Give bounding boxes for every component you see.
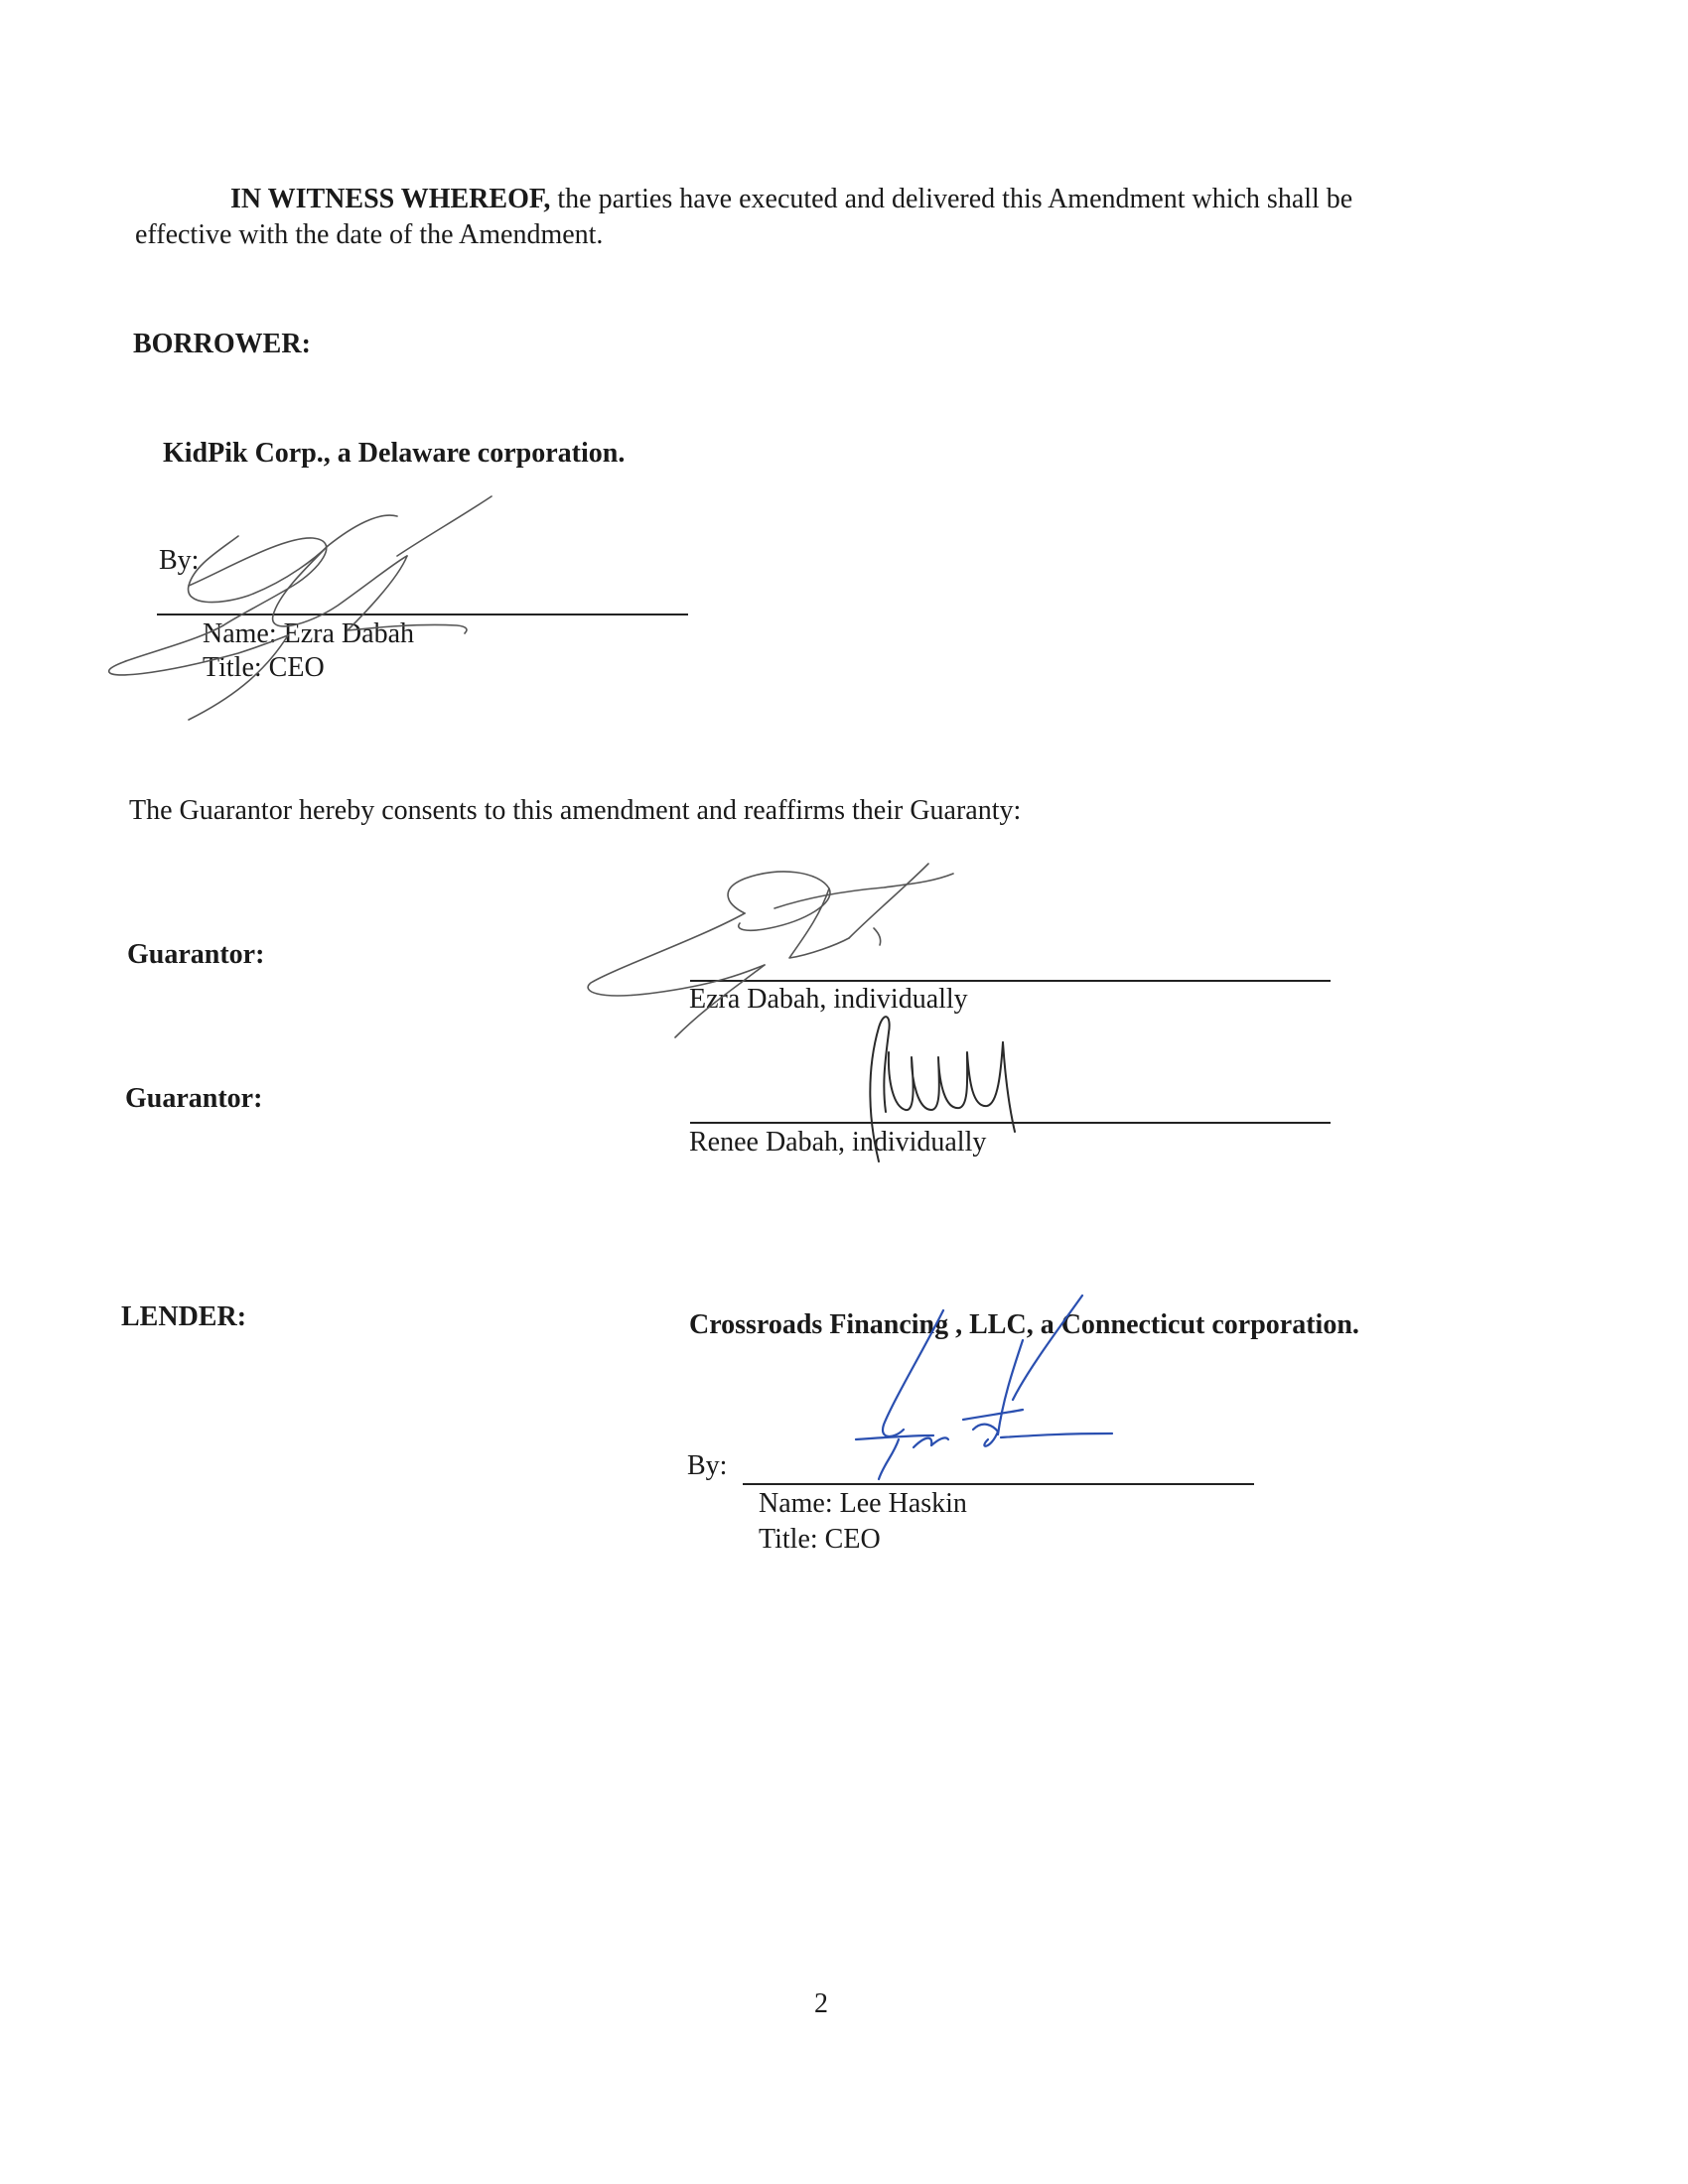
lender-entity: Crossroads Financing , LLC, a Connecticut corporation.	[689, 1309, 1359, 1340]
guarantor-2-signer: Renee Dabah, individually	[689, 1127, 987, 1158]
guarantor-2-label: Guarantor:	[125, 1083, 263, 1114]
witness-line-2: effective with the date of the Amendment.	[135, 219, 604, 250]
witness-line-1	[230, 183, 1352, 216]
page-number: 2	[814, 1988, 828, 2019]
borrower-by-label: By:	[159, 545, 200, 576]
witness-rest: the parties have executed and delivered this Amendment which shall be	[550, 184, 1353, 214]
borrower-signer-title: Title: CEO	[203, 652, 325, 683]
witness-lead: IN WITNESS WHEREOF,	[230, 184, 551, 214]
guarantor-1-label: Guarantor:	[127, 939, 265, 970]
borrower-signature-image	[99, 477, 596, 735]
guarantor-1-signer: Ezra Dabah, individually	[689, 984, 968, 1015]
guarantor-consent: The Guarantor hereby consents to this amendment and reaffirms their Guaranty:	[129, 795, 1022, 826]
lender-signature-image	[814, 1291, 1132, 1509]
lender-signer-name: Name: Lee Haskin	[759, 1488, 967, 1519]
borrower-heading: BORROWER:	[133, 329, 311, 359]
borrower-entity: KidPik Corp., a Delaware corporation.	[163, 438, 626, 469]
borrower-signer-name: Name: Ezra Dabah	[203, 618, 414, 649]
lender-by-label: By:	[687, 1450, 728, 1481]
guarantor-2-signature-image	[844, 1003, 1082, 1181]
lender-heading: LENDER:	[121, 1301, 247, 1332]
lender-signer-title: Title: CEO	[759, 1524, 881, 1555]
